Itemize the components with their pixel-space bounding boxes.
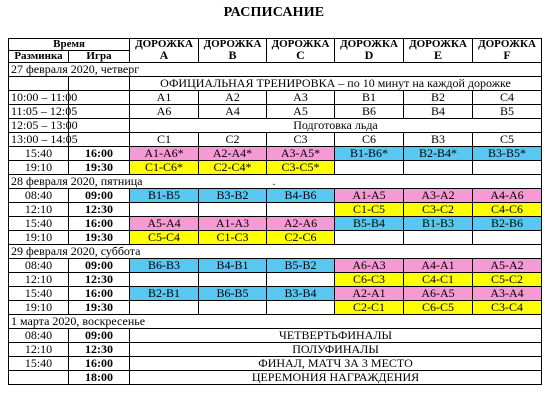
schedule-body	[9, 39, 542, 385]
start-time: 12:05 – 13:00	[9, 119, 69, 133]
lane-header-b: ДОРОЖКА B	[199, 39, 267, 63]
game-cell	[199, 273, 267, 287]
schedule-row	[9, 147, 542, 161]
game-time: 19:30	[69, 231, 130, 245]
game-time: 12:30	[69, 343, 130, 357]
game-cell: A2-A4*	[199, 147, 267, 161]
game-cell	[267, 301, 335, 315]
game-cell: C5-C4	[130, 231, 199, 245]
lane-header-d: ДОРОЖКА D	[335, 39, 404, 63]
time-header: Время	[9, 39, 130, 51]
schedule-row	[9, 133, 542, 147]
game-cell: B5	[473, 105, 542, 119]
game-cell: A3-A5*	[267, 147, 335, 161]
game-time	[69, 77, 130, 91]
game-cell: B6-B5	[199, 287, 267, 301]
game-cell: B3-B5*	[473, 147, 542, 161]
game-cell: C2	[199, 133, 267, 147]
game-cell: B4	[404, 105, 473, 119]
schedule-row	[9, 273, 542, 287]
game-cell: B2-B6	[473, 217, 542, 231]
game-cell: C5-C2	[473, 273, 542, 287]
schedule-row	[9, 217, 542, 231]
game-cell	[130, 301, 199, 315]
start-time: 15:40	[9, 357, 69, 371]
start-time: 15:40	[9, 217, 69, 231]
game-cell: A3-A2	[404, 189, 473, 203]
start-time: 12:10	[9, 343, 69, 357]
game-cell	[267, 273, 335, 287]
game-cell: C1	[130, 133, 199, 147]
game-cell: B1-B5	[130, 189, 199, 203]
game-cell	[335, 231, 404, 245]
game-cell	[267, 203, 335, 217]
start-time: 13:00 – 14:05	[9, 133, 69, 147]
game-cell	[404, 231, 473, 245]
event-label: ОФИЦИАЛЬНАЯ ТРЕНИРОВКА – по 10 минут на каждой дорожке	[130, 77, 542, 91]
game-cell: C5	[473, 133, 542, 147]
game-cell: A5-A4	[130, 217, 199, 231]
start-time: 15:40	[9, 147, 69, 161]
game-cell: A4	[199, 105, 267, 119]
warmup-header: Разминка	[9, 51, 69, 63]
start-time: 08:40	[9, 329, 69, 343]
game-cell: B2-B1	[130, 287, 199, 301]
game-cell: C6-C3	[335, 273, 404, 287]
schedule-row	[9, 161, 542, 175]
game-cell: B3-B2	[199, 189, 267, 203]
game-cell: A1-A3	[199, 217, 267, 231]
schedule-row	[9, 119, 542, 133]
game-cell: C1-C5	[335, 203, 404, 217]
start-time: 08:40	[9, 259, 69, 273]
lane-header-f: ДОРОЖКА F	[473, 39, 542, 63]
game-header: Игра	[69, 51, 130, 63]
schedule-row	[9, 343, 542, 357]
game-cell: B6	[335, 105, 404, 119]
game-time: 16:00	[69, 287, 130, 301]
game-cell: B2	[404, 91, 473, 105]
schedule-row	[9, 357, 542, 371]
game-cell	[199, 301, 267, 315]
game-cell	[473, 161, 542, 175]
game-cell: A6-A3	[335, 259, 404, 273]
game-time: 19:30	[69, 161, 130, 175]
game-time: 12:30	[69, 273, 130, 287]
game-cell: B2-B4*	[404, 147, 473, 161]
game-cell: B4-B1	[199, 259, 267, 273]
start-time: 10:00 – 11:00	[9, 91, 69, 105]
game-cell: C3-C4	[473, 301, 542, 315]
game-time: 12:30	[69, 203, 130, 217]
game-cell: B1-B6*	[335, 147, 404, 161]
game-cell: B1	[335, 91, 404, 105]
lane-header-e: ДОРОЖКА E	[404, 39, 473, 63]
game-time: 18:00	[69, 371, 130, 385]
game-cell: C3-C2	[404, 203, 473, 217]
game-cell: C1-C3	[199, 231, 267, 245]
schedule-row	[9, 77, 542, 91]
game-cell: C2-C6	[267, 231, 335, 245]
day-heading	[9, 175, 542, 189]
game-cell: C2-C1	[335, 301, 404, 315]
game-cell: C4-C6	[473, 203, 542, 217]
game-cell: B4-B6	[267, 189, 335, 203]
game-cell: A2-A6	[267, 217, 335, 231]
game-cell: A4-A1	[404, 259, 473, 273]
start-time: 08:40	[9, 189, 69, 203]
game-time: 09:00	[69, 329, 130, 343]
game-cell: A2-A1	[335, 287, 404, 301]
game-cell: C1-C6*	[130, 161, 199, 175]
game-cell: A1-A5	[335, 189, 404, 203]
event-label: ПОЛУФИНАЛЫ	[130, 343, 542, 357]
schedule-row	[9, 371, 542, 385]
game-cell: C6-C5	[404, 301, 473, 315]
start-time: 11:05 – 12:05	[9, 105, 69, 119]
event-label: Подготовка льда	[130, 119, 542, 133]
start-time: 19:10	[9, 161, 69, 175]
game-cell: A4-A6	[473, 189, 542, 203]
game-cell: B6-B3	[130, 259, 199, 273]
lane-header-c: ДОРОЖКА C	[267, 39, 335, 63]
game-cell: A5	[267, 105, 335, 119]
event-label: ФИНАЛ, МАТЧ ЗА 3 МЕСТО	[130, 357, 542, 371]
game-cell: B3	[404, 133, 473, 147]
game-cell: A2	[199, 91, 267, 105]
game-cell: A1	[130, 91, 199, 105]
game-cell: A5-A2	[473, 259, 542, 273]
event-label: ЧЕТВЕРТЬФИНАЛЫ	[130, 329, 542, 343]
lane-header-a: ДОРОЖКА A	[130, 39, 199, 63]
schedule-row	[9, 329, 542, 343]
stray-mark: .	[272, 174, 276, 188]
game-cell: A3	[267, 91, 335, 105]
day-label: 29 февраля 2020, суббота	[11, 244, 141, 258]
day-label: 28 февраля 2020, пятница	[11, 174, 143, 188]
schedule-table	[8, 38, 542, 385]
day-row	[9, 175, 542, 189]
game-cell: C6	[335, 133, 404, 147]
day-heading	[9, 245, 542, 259]
start-time: 19:10	[9, 301, 69, 315]
game-cell: C4-C1	[404, 273, 473, 287]
schedule-row	[9, 231, 542, 245]
game-cell: A1-A6*	[130, 147, 199, 161]
game-cell: B1-B3	[404, 217, 473, 231]
day-row	[9, 63, 542, 77]
start-time: 12:10	[9, 203, 69, 217]
day-label: 1 марта 2020, воскресенье	[11, 314, 146, 328]
game-cell	[130, 203, 199, 217]
schedule-row	[9, 189, 542, 203]
schedule-row	[9, 203, 542, 217]
schedule-row	[9, 301, 542, 315]
game-cell: A6	[130, 105, 199, 119]
schedule-row	[9, 105, 542, 119]
start-time: 15:40	[9, 287, 69, 301]
header-row-1	[9, 39, 542, 51]
page-title: РАСПИСАНИЕ	[223, 5, 325, 20]
start-time: 19:10	[9, 231, 69, 245]
game-cell	[335, 161, 404, 175]
game-cell: C4	[473, 91, 542, 105]
game-time	[69, 105, 130, 119]
game-time: 16:00	[69, 217, 130, 231]
game-time: 09:00	[69, 189, 130, 203]
day-heading	[9, 315, 542, 329]
game-time: 19:30	[69, 301, 130, 315]
game-cell: A6-A5	[404, 287, 473, 301]
schedule-row	[9, 287, 542, 301]
game-cell: C3-C5*	[267, 161, 335, 175]
game-time	[69, 91, 130, 105]
day-row	[9, 245, 542, 259]
game-cell	[404, 161, 473, 175]
schedule-row	[9, 259, 542, 273]
game-cell	[473, 231, 542, 245]
event-label: ЦЕРЕМОНИЯ НАГРАЖДЕНИЯ	[130, 371, 542, 385]
day-heading	[9, 63, 542, 77]
day-label: 27 февраля 2020, четверг	[11, 62, 140, 76]
schedule-row	[9, 91, 542, 105]
game-cell: B5-B2	[267, 259, 335, 273]
day-row	[9, 315, 542, 329]
game-cell: C3	[267, 133, 335, 147]
game-cell: A3-A4	[473, 287, 542, 301]
game-time: 16:00	[69, 357, 130, 371]
game-cell: B3-B4	[267, 287, 335, 301]
start-time	[9, 77, 69, 91]
game-cell: B5-B4	[335, 217, 404, 231]
start-time: 12:10	[9, 273, 69, 287]
game-time: 16:00	[69, 147, 130, 161]
game-cell: C2-C4*	[199, 161, 267, 175]
game-cell	[199, 203, 267, 217]
start-time	[9, 371, 69, 385]
game-time: 09:00	[69, 259, 130, 273]
game-cell	[130, 273, 199, 287]
